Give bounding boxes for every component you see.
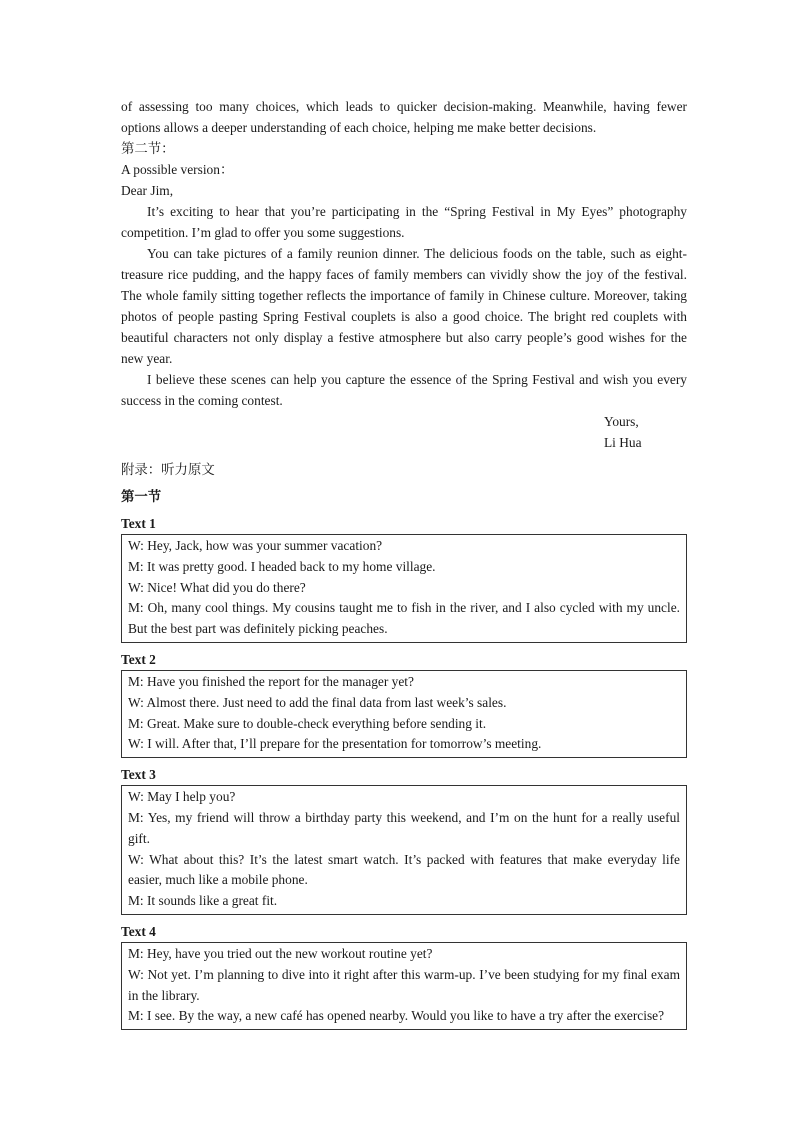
- appendix-heading: 附录：听力原文: [121, 462, 215, 477]
- letter-signature: Li Hua: [604, 435, 642, 450]
- section2-heading: 第二节：: [121, 141, 175, 156]
- transcript-line: M: Oh, many cool things. My cousins taught me to fish in the river, and I also cycled with my uncle. But the best part was definitely picking peaches.: [128, 600, 680, 637]
- text-3-label: Text 3: [121, 767, 156, 783]
- text-1-label: Text 1: [121, 516, 156, 531]
- transcript-line: M: Yes, my friend will throw a birthday party this weekend, and I’m on the hunt for a really useful gift.: [128, 809, 680, 846]
- transcript-line: W: Nice! What did you do there?: [128, 579, 306, 595]
- transcript-line: W: What about this? It’s the latest smart watch. It’s packed with features that make everyday life easier, much like a mobile phone.: [128, 851, 680, 888]
- transcript-line: M: I see. By the way, a new café has opened nearby. Would you like to have a try after the exercise?: [128, 1008, 665, 1024]
- text-1-transcript-box: [121, 534, 687, 643]
- letter-paragraph-1: It’s exciting to hear that you’re participating in the “Spring Festival in My Eyes” photography competition. I’m glad to offer you some suggestions.: [121, 204, 687, 240]
- letter-closing: Yours,: [604, 414, 639, 429]
- transcript-line: W: Not yet. I’m planning to dive into it right after this warm-up. I’ve been studying for my final exam in the library.: [128, 966, 680, 1003]
- letter-paragraph-3: I believe these scenes can help you capture the essence of the Spring Festival and wish you every success in the coming contest.: [121, 372, 687, 408]
- transcript-line: W: Hey, Jack, how was your summer vacation?: [128, 538, 383, 553]
- text-1-block: [121, 515, 687, 643]
- version-label: A possible version：: [121, 162, 234, 177]
- transcript-line: M: Great. Make sure to double-check everything before sending it.: [128, 715, 487, 731]
- letter-greeting: Dear Jim,: [121, 183, 174, 198]
- letter: [121, 180, 687, 453]
- text-3-block: [121, 766, 687, 915]
- transcript-line: W: I will. After that, I’ll prepare for the presentation for tomorrow’s meeting.: [128, 736, 542, 752]
- page-content: [121, 96, 687, 1030]
- transcript-line: M: It sounds like a great fit.: [128, 893, 278, 909]
- text-4-label: Text 4: [121, 923, 156, 939]
- transcript-line: W: Almost there. Just need to add the final data from last week’s sales.: [128, 694, 507, 710]
- transcript-line: W: May I help you?: [128, 789, 236, 805]
- text-3-transcript-box: [121, 785, 687, 915]
- transcript-line: M: Have you finished the report for the manager yet?: [128, 673, 414, 689]
- text-2-transcript-box: [121, 670, 687, 758]
- transcript-line: M: Hey, have you tried out the new workout routine yet?: [128, 945, 433, 961]
- text-4-transcript-box: [121, 942, 687, 1030]
- text-4-block: [121, 923, 687, 1030]
- listening-section-heading: 第一节: [121, 489, 162, 504]
- part1-tail-paragraph: of assessing too many choices, which leads to quicker decision-making. Meanwhile, having fewer options allows a deeper understanding of each choice, helping me make better decisions.: [121, 99, 687, 135]
- text-2-label: Text 2: [121, 651, 156, 667]
- letter-paragraph-2: You can take pictures of a family reunion dinner. The delicious foods on the table, such as eight-treasure rice pudding, and the happy faces of family members can vividly show the joy of the festival. The whole family sitting together reflects the importance of family in Chinese culture. Moreover, taking photos of people pasting Spring Festival couplets is also a good choice. The bright red couplets with beautiful characters not only display a festive atmosphere but also carry people’s good wishes for the new year.: [121, 246, 687, 366]
- text-2-block: [121, 651, 687, 758]
- transcript-line: M: It was pretty good. I headed back to my home village.: [128, 558, 436, 574]
